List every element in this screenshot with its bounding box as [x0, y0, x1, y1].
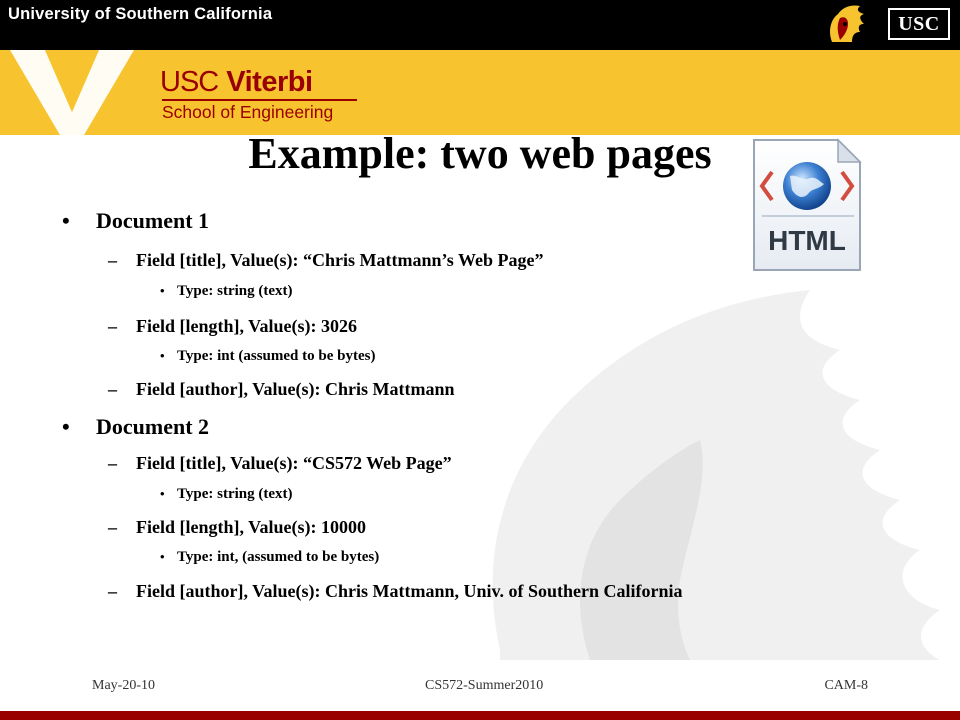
logo-viterbi-text: Viterbi: [226, 66, 313, 98]
bullet-text: Document 2: [96, 414, 210, 439]
dash-marker: –: [108, 581, 117, 601]
bullet-marker: •: [160, 549, 165, 564]
dash-marker: –: [108, 453, 117, 473]
field-text: Field [length], Value(s): 3026: [136, 316, 358, 336]
bullet-marker: •: [62, 414, 70, 439]
slide-title: Example: two web pages: [248, 129, 712, 178]
type-text: Type: int, (assumed to be bytes): [177, 549, 380, 565]
footer-date: May-20-10: [92, 678, 155, 693]
footer-page-number: CAM-8: [824, 678, 868, 693]
dash-marker: –: [108, 250, 117, 270]
type-text: Type: int (assumed to be bytes): [177, 348, 376, 364]
field-text: Field [author], Value(s): Chris Mattmann: [136, 379, 455, 399]
type-text: Type: string (text): [177, 486, 293, 502]
dash-marker: –: [108, 517, 117, 537]
field-text: Field [length], Value(s): 10000: [136, 517, 367, 537]
bullet-text: Document 1: [96, 208, 210, 233]
logo-usc-text: USC: [160, 66, 219, 98]
usc-wordmark: USC: [888, 8, 950, 40]
dash-marker: –: [108, 379, 117, 399]
bullet-marker: •: [160, 283, 165, 298]
field-text: Field [author], Value(s): Chris Mattmann, Univ. of Southern California: [136, 581, 683, 601]
footer-course: CS572-Summer2010: [425, 678, 544, 693]
field-text: Field [title], Value(s): “Chris Mattmann’s Web Page”: [136, 250, 544, 270]
type-text: Type: string (text): [177, 283, 293, 299]
dash-marker: –: [108, 316, 117, 336]
bullet-marker: •: [160, 486, 165, 501]
field-text: Field [title], Value(s): “CS572 Web Page”: [136, 453, 452, 473]
logo-school-text: School of Engineering: [162, 102, 334, 122]
bullet-marker: •: [160, 348, 165, 363]
university-name: University of Southern California: [8, 5, 273, 23]
html-icon-label: HTML: [768, 225, 846, 256]
footer-bar: [0, 711, 960, 720]
bullet-marker: •: [62, 208, 70, 233]
